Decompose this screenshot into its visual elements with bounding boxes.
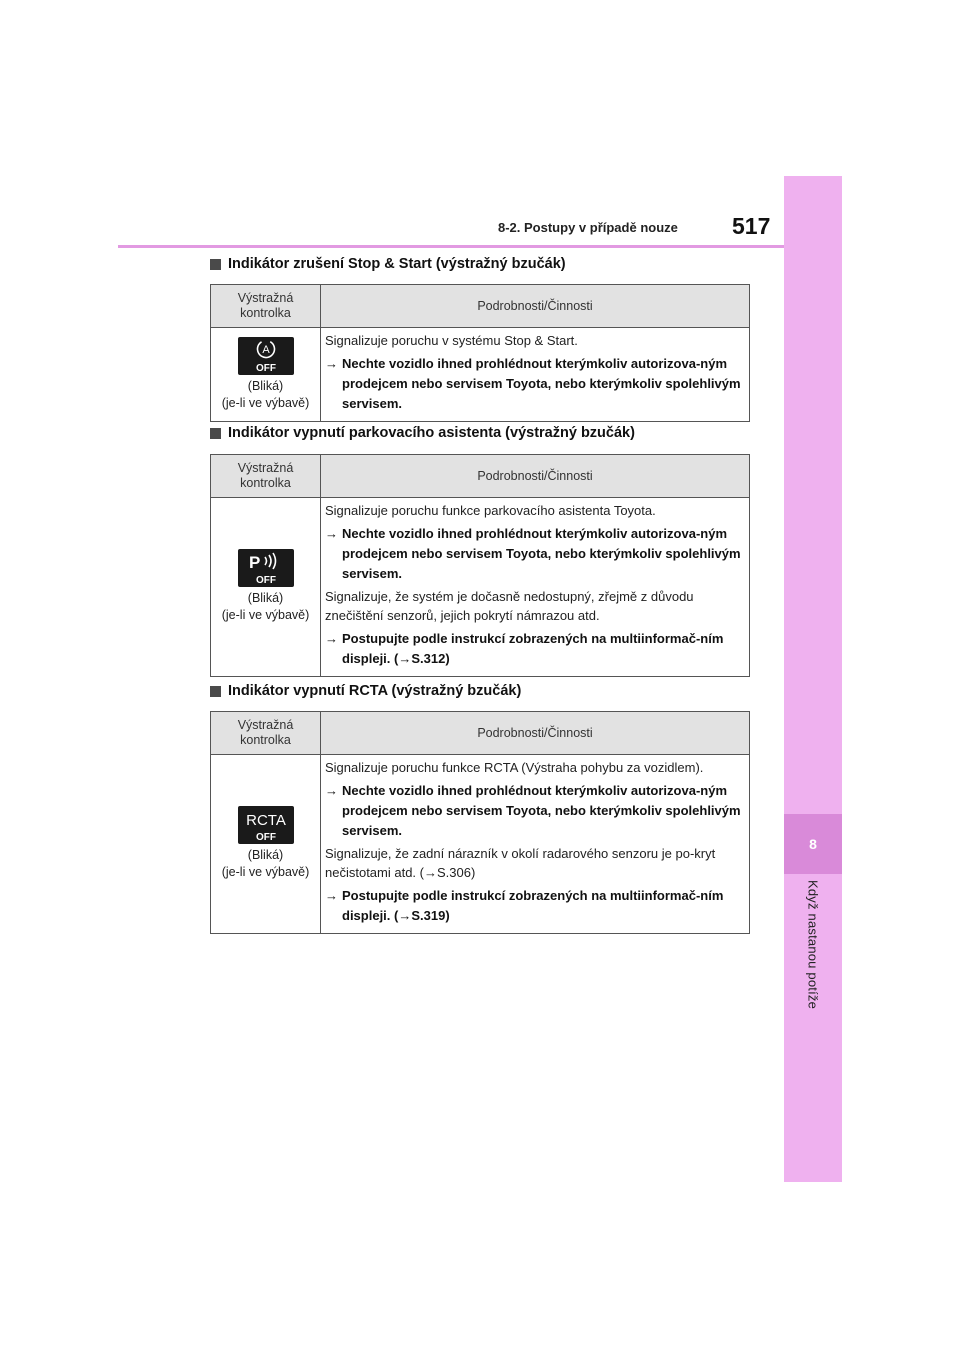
action-item [325, 781, 745, 841]
lamp-caption-blinking: (Bliká) [247, 591, 284, 606]
stop-start-off-icon [238, 337, 294, 375]
square-bullet-icon [210, 428, 221, 439]
table-row [211, 328, 750, 422]
details-cell [321, 328, 750, 422]
section-heading-text: Indikátor vypnutí parkovacího asistenta (výstražný bzučák) [228, 425, 635, 441]
action-text: Nechte vozidlo ihned prohlédnout kterýmkoliv autorizova-ným prodejcem nebo servisem Toyota, nebo kterýmkoliv spolehlivým servisem. [342, 782, 741, 838]
chapter-title: Když nastanou potíže [805, 880, 821, 1010]
details-cell [321, 755, 750, 934]
action-text: Nechte vozidlo ihned prohlédnout kterýmkoliv autorizova-ným prodejcem nebo servisem Toyota, nebo kterýmkoliv spolehlivým servisem. [342, 355, 741, 411]
table-row [211, 755, 750, 934]
svg-text:RCTA: RCTA [245, 812, 286, 830]
description-text: Signalizuje, že zadní nárazník v okolí radarového senzoru je po-kryt nečistotami atd. (→S.306) [325, 845, 716, 880]
section-heading-parking-assist [210, 425, 635, 441]
header-details: Podrobnosti/Činnosti [321, 455, 750, 498]
section-heading-rcta [210, 683, 521, 699]
action-item [325, 354, 745, 414]
lamp-caption-blinking: (Bliká) [247, 378, 284, 393]
action-item [325, 629, 745, 669]
lamp-cell [211, 328, 321, 422]
parking-assist-off-icon [238, 549, 294, 587]
action-item [325, 886, 745, 926]
svg-text:OFF: OFF [255, 575, 276, 587]
svg-text:P: P [248, 553, 260, 573]
lamp-cell [211, 755, 321, 934]
arrow-right-icon: → [325, 630, 338, 646]
rcta-off-icon [238, 806, 294, 844]
arrow-right-icon: → [325, 782, 338, 798]
header-details: Podrobnosti/Činnosti [321, 285, 750, 328]
table-row [211, 498, 750, 677]
action-text: Nechte vozidlo ihned prohlédnout kterýmkoliv autorizova-ným prodejcem nebo servisem Toyota, nebo kterýmkoliv spolehlivým servisem. [342, 525, 741, 581]
warning-table-stop-start [210, 284, 750, 422]
section-heading-text: Indikátor zrušení Stop & Start (výstražný bzučák) [228, 256, 566, 272]
section-title: 8-2. Postupy v případě nouze [498, 220, 678, 235]
square-bullet-icon [210, 686, 221, 697]
header-details: Podrobnosti/Činnosti [321, 712, 750, 755]
lamp-caption-equipment: (je-li ve výbavě) [221, 395, 310, 410]
lamp-cell [211, 498, 321, 677]
arrow-right-icon: → [325, 525, 338, 541]
svg-text:OFF: OFF [255, 832, 276, 844]
chapter-number-tab [784, 814, 842, 874]
chapter-number: 8 [809, 836, 817, 852]
header-warning-lamp: Výstražná kontrolka [211, 712, 321, 755]
warning-table-rcta [210, 711, 750, 934]
action-text: Postupujte podle instrukcí zobrazených na multiinformač-ním displeji. (→S.312) [342, 630, 724, 666]
svg-text:A: A [261, 343, 270, 356]
table-header-row [211, 285, 750, 328]
description-text: Signalizuje, že systém je dočasně nedostupný, zřejmě z důvodu znečištění senzorů, jejich pokrytí námrazou atd. [325, 588, 694, 623]
action-item [325, 524, 745, 584]
details-cell [321, 498, 750, 677]
action-text: Postupujte podle instrukcí zobrazených na multiinformač-ním displeji. (→S.319) [342, 887, 724, 923]
arrow-right-icon: → [325, 887, 338, 903]
square-bullet-icon [210, 259, 221, 270]
lamp-caption-blinking: (Bliká) [247, 848, 284, 863]
description-text: Signalizuje poruchu funkce parkovacího asistenta Toyota. [325, 503, 656, 518]
page-number: 517 [732, 213, 771, 239]
arrow-right-icon: → [325, 355, 338, 371]
header-divider [118, 245, 784, 248]
header-warning-lamp: Výstražná kontrolka [211, 285, 321, 328]
description-text: Signalizuje poruchu v systému Stop & Start. [325, 333, 578, 348]
table-header-row [211, 455, 750, 498]
header-warning-lamp: Výstražná kontrolka [211, 455, 321, 498]
warning-table-parking-assist [210, 454, 750, 677]
section-heading-stop-start [210, 256, 566, 272]
lamp-caption-equipment: (je-li ve výbavě) [221, 608, 310, 623]
chapter-title-tab [784, 880, 842, 1060]
section-heading-text: Indikátor vypnutí RCTA (výstražný bzučák) [228, 683, 522, 699]
svg-text:OFF: OFF [255, 362, 276, 374]
lamp-caption-equipment: (je-li ve výbavě) [221, 865, 310, 880]
description-text: Signalizuje poruchu funkce RCTA (Výstraha pohybu za vozidlem). [325, 760, 704, 775]
table-header-row [211, 712, 750, 755]
